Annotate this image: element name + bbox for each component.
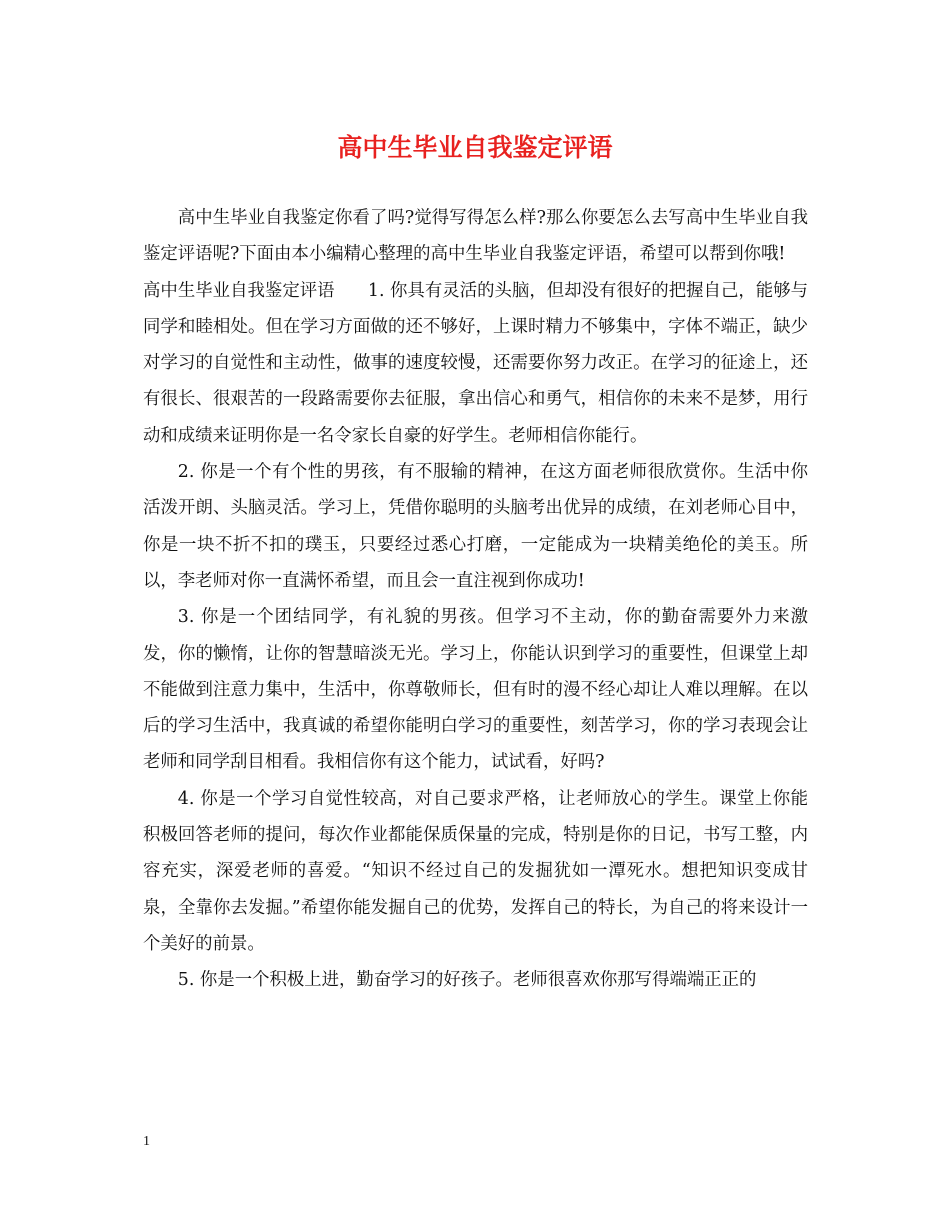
page-number: 1 bbox=[143, 1134, 150, 1149]
item-4-paragraph: 4. 你是一个学习自觉性较高，对自己要求严格，让老师放心的学生。课堂上你能积极回答老师的提问，每次作业都能保质保量的完成，特别是你的日记，书写工整，内容充实，深爱老师的喜爱。“知识不经过自己的发掘犹如一潭死水。想把知识变成甘泉，全靠你去发掘。”希望你能发掘自己的优势，发挥自己的特长，为自己的将来设计一个美好的前景。 bbox=[143, 788, 808, 954]
item-2-paragraph: 2. 你是一个有个性的男孩，有不服输的精神，在这方面老师很欣赏你。生活中你活泼开朗、头脑灵活。学习上，凭借你聪明的头脑考出优异的成绩，在刘老师心目中，你是一块不折不扣的璞玉，只要经过悉心打磨，一定能成为一块精美绝伦的美玉。所以，李老师对你一直满怀希望，而且会一直注视到你成功! bbox=[143, 462, 808, 591]
item-1-text: 1. 你具有灵活的头脑，但却没有很好的把握自己，能够与同学和睦相处。但在学习方面做的还不够好，上课时精力不够集中，字体不端正，缺少对学习的自觉性和主动性，做事的速度较慢，还需要你努力改正。在学习的征途上，还有很长、很艰苦的一段路需要你去征服，拿出信心和勇气，相信你的未来不是梦，用行动和成绩来证明你是一名令家长自豪的好学生。老师相信你能行。 bbox=[143, 280, 808, 446]
first-item-paragraph bbox=[143, 273, 808, 454]
document-body bbox=[143, 200, 808, 999]
item-5-paragraph: 5. 你是一个积极上进，勤奋学习的好孩子。老师很喜欢你那写得端端正正的 bbox=[177, 970, 757, 991]
section-heading: 高中生毕业自我鉴定评语 bbox=[143, 280, 335, 301]
item-3-paragraph: 3. 你是一个团结同学，有礼貌的男孩。但学习不主动，你的勤奋需要外力来激发，你的懒惰，让你的智慧暗淡无光。学习上，你能认识到学习的重要性，但课堂上却不能做到注意力集中，生活中，你尊敬师长，但有时的漫不经心却让人难以理解。在以后的学习生活中，我真诚的希望你能明白学习的重要性，刻苦学习，你的学习表现会让老师和同学刮目相看。我相信你有这个能力，试试看，好吗? bbox=[143, 607, 808, 773]
document-title: 高中生毕业自我鉴定评语 bbox=[337, 133, 613, 162]
intro-paragraph: 高中生毕业自我鉴定你看了吗?觉得写得怎么样?那么你要怎么去写高中生毕业自我鉴定评语呢?下面由本小编精心整理的高中生毕业自我鉴定评语，希望可以帮到你哦! bbox=[143, 208, 808, 265]
